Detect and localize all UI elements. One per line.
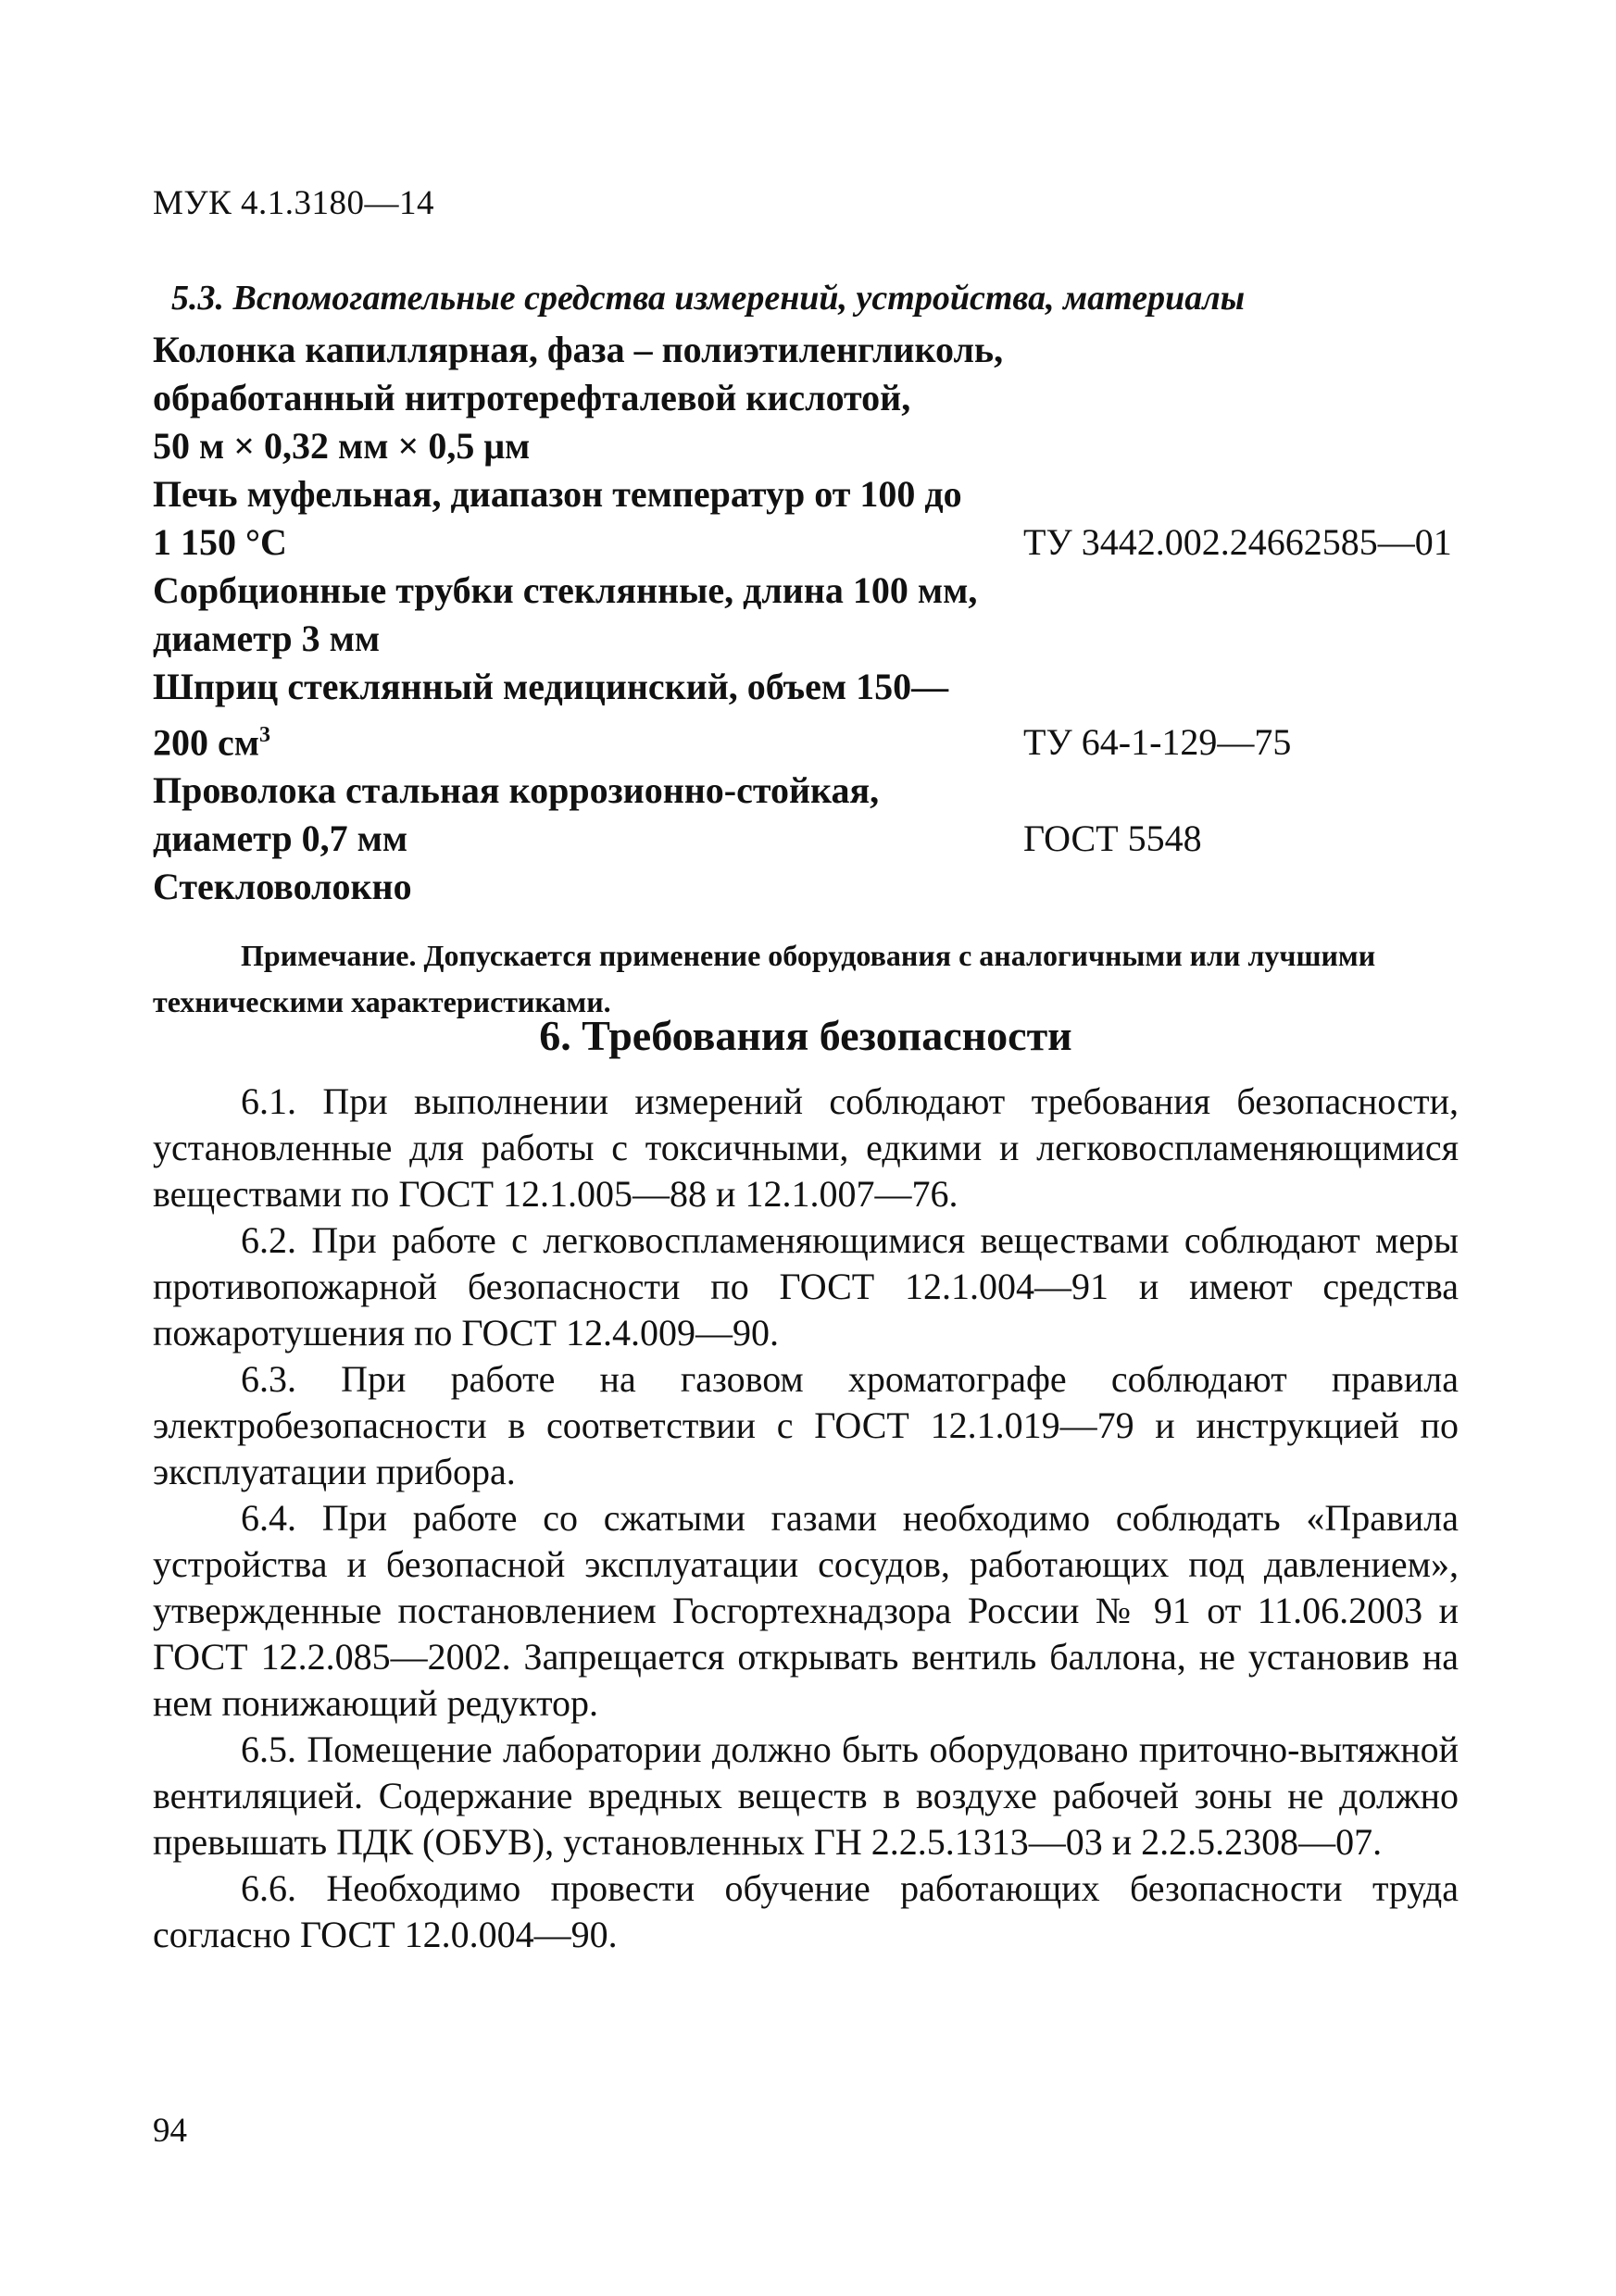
equipment-standard: ГОСТ 5548: [1023, 817, 1202, 860]
equipment-standard: ТУ 64-1-129—75: [1023, 721, 1292, 764]
note-paragraph: Примечание. Допускается применение оборудования с аналогичными или лучшими техническими характеристиками.: [153, 939, 1376, 1018]
equipment-name: Сорбционные трубки стеклянные, длина 100 мм, диаметр 3 мм: [153, 569, 978, 659]
section-body: [153, 1079, 1459, 1958]
equipment-row: [153, 663, 1496, 767]
section-title: 6. Требования безопасности: [539, 1012, 1072, 1059]
superscript-cubic: 3: [259, 723, 270, 747]
paragraph: 6.2. При работе с легковоспламеняющимися веществами соблюдают меры противопожарной безопасности по ГОСТ 12.1.004—91 и имеют средства пожаротушения по ГОСТ 12.4.009—90.: [153, 1219, 1459, 1354]
subsection-title: 5.3. Вспомогательные средства измерений, устройства, материалы: [171, 279, 1246, 318]
paragraph: 6.3. При работе на газовом хроматографе соблюдают правила электробезопасности в соответствии с ГОСТ 12.1.019—79 и инструкцией по эксплуатации прибора.: [153, 1358, 1459, 1492]
equipment-name: Печь муфельная, диапазон температур от 100 до 1 150 °С: [153, 473, 962, 563]
paragraph: 6.6. Необходимо провести обучение работающих безопасности труда согласно ГОСТ 12.0.004—90.: [153, 1867, 1459, 1955]
equipment-standard: ТУ 3442.002.24662585—01: [1023, 521, 1452, 563]
equipment-row: [153, 767, 1496, 863]
equipment-name: Проволока стальная коррозионно-стойкая, диаметр 0,7 мм: [153, 769, 880, 860]
equipment-row: [153, 567, 1496, 663]
equipment-row: [153, 326, 1496, 470]
paragraph: 6.1. При выполнении измерений соблюдают требования безопасности, установленные для работы с токсичными, едкими и легковоспламеняющимися веществами по ГОСТ 12.1.005—88 и 12.1.007—76.: [153, 1080, 1459, 1215]
equipment-row: [153, 470, 1496, 567]
paragraph: 6.4. При работе со сжатыми газами необходимо соблюдать «Правила устройства и безопасной эксплуатации сосудов, работающих под давлением», утвержденные постановлением Госгортехнадзора России № 91 от 11.06.2003 и ГОСТ 12.2.085—2002. Запрещается открывать вентиль баллона, не установив на нем понижающий редуктор.: [153, 1497, 1459, 1724]
equipment-name: Стекловолокно: [153, 866, 412, 908]
paragraph: 6.5. Помещение лаборатории должно быть оборудовано приточно-вытяжной вентиляцией. Содержание вредных веществ в воздухе рабочей зоны не должно превышать ПДК (ОБУВ), установленных ГН 2.2.5.1313—03 и 2.2.5.2308—07.: [153, 1728, 1459, 1863]
document-code-header: МУК 4.1.3180—14: [153, 184, 435, 222]
equipment-name: Шприц стеклянный медицинский, объем 150— 200 $см^3$: [153, 666, 949, 764]
equipment-list: [153, 326, 1496, 911]
equipment-row: [153, 863, 1496, 911]
equipment-name: Колонка капиллярная, фаза – полиэтиленгликоль, обработанный нитротерефталевой кислотой, 50 м × 0,32 мм × 0,5 μм: [153, 329, 1004, 467]
page-number: 94: [153, 2112, 187, 2150]
